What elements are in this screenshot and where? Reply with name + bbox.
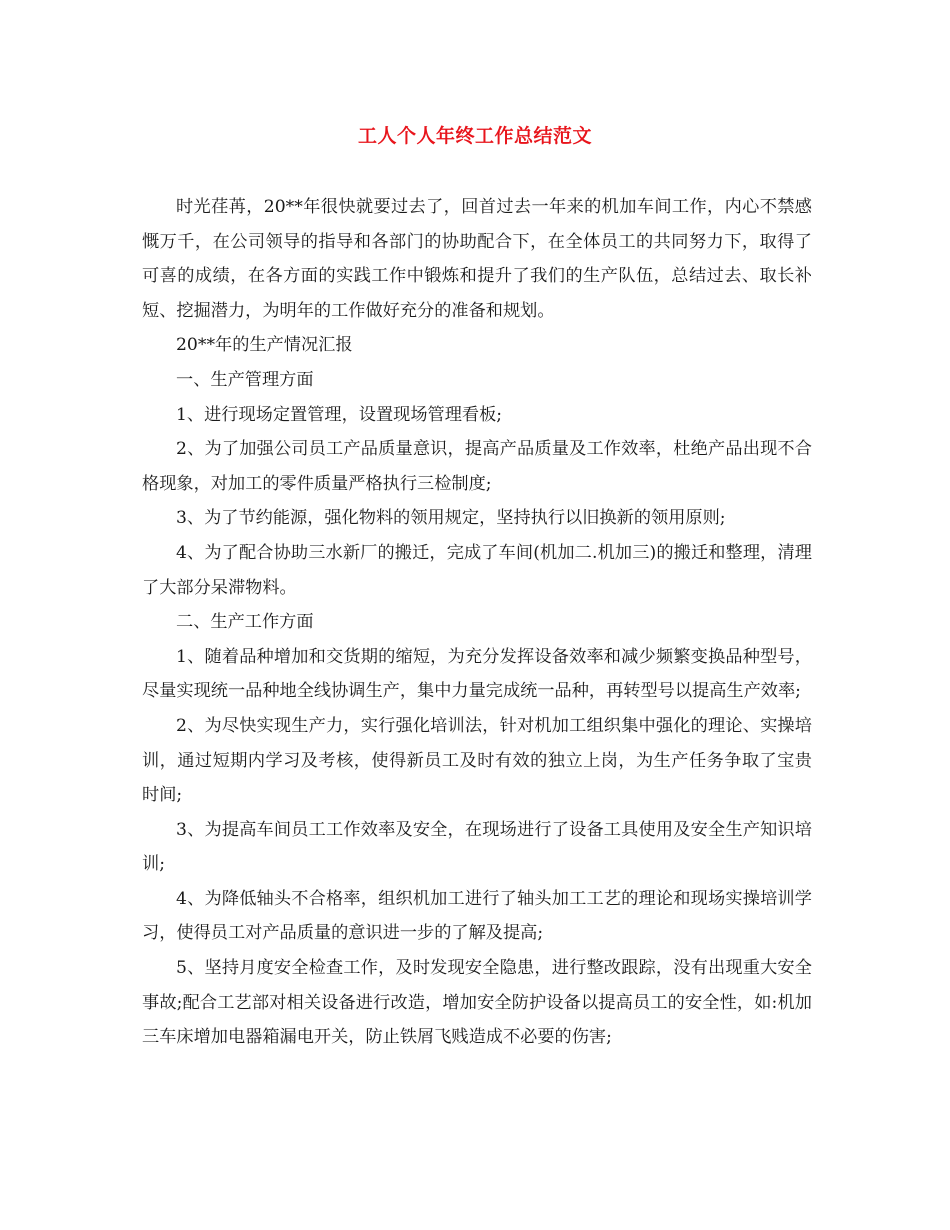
- document-title: 工人个人年终工作总结范文: [357, 125, 592, 147]
- section-heading-production-work: 二、生产工作方面: [176, 612, 314, 633]
- paragraph-production-report-heading: 20**年的生产情况汇报: [176, 335, 353, 356]
- paragraph-management-item-4: 4、为了配合协助三水新厂的搬迁，完成了车间(机加二.机加三)的搬迁和整理，清理了大部分呆滞物料。: [142, 542, 812, 598]
- document-body: [142, 190, 812, 1055]
- paragraph-work-item-3: 3、为提高车间员工工作效率及安全，在现场进行了设备工具使用及安全生产知识培训;: [142, 819, 812, 875]
- paragraph-work-item-5: 5、坚持月度安全检查工作，及时发现安全隐患，进行整改跟踪，没有出现重大安全事故;配合工艺部对相关设备进行改造，增加安全防护设备以提高员工的安全性，如:机加三车床增加电器箱漏电开关，防止铁屑飞贱造成不必要的伤害;: [142, 958, 812, 1048]
- paragraph-intro: 时光荏苒，20**年很快就要过去了，回首过去一年来的机加车间工作，内心不禁感慨万千，在公司领导的指导和各部门的协助配合下，在全体员工的共同努力下，取得了可喜的成绩，在各方面的实践工作中锻炼和提升了我们的生产队伍，总结过去、取长补短、挖掘潜力，为明年的工作做好充分的准备和规划。: [142, 197, 812, 321]
- section-heading-production-management: 一、生产管理方面: [176, 369, 314, 390]
- paragraph-work-item-2: 2、为尽快实现生产力，实行强化培训法，针对机加工组织集中强化的理论、实操培训，通过短期内学习及考核，使得新员工及时有效的独立上岗，为生产任务争取了宝贵时间;: [142, 715, 812, 806]
- paragraph-work-item-1: 1、随着品种增加和交货期的缩短，为充分发挥设备效率和减少频繁变换品种型号，尽量实现统一品种地全线协调生产，集中力量完成统一品种，再转型号以提高生产效率;: [142, 646, 812, 702]
- paragraph-management-item-1: 1、进行现场定置管理，设置现场管理看板;: [176, 404, 503, 425]
- paragraph-work-item-4: 4、为降低轴头不合格率，组织机加工进行了轴头加工工艺的理论和现场实操培训学习，使得员工对产品质量的意识进一步的了解及提高;: [142, 888, 812, 944]
- paragraph-management-item-3: 3、为了节约能源，强化物料的领用规定，坚持执行以旧换新的领用原则;: [176, 508, 726, 529]
- paragraph-management-item-2: 2、为了加强公司员工产品质量意识，提高产品质量及工作效率，杜绝产品出现不合格现象，对加工的零件质量严格执行三检制度;: [142, 439, 812, 494]
